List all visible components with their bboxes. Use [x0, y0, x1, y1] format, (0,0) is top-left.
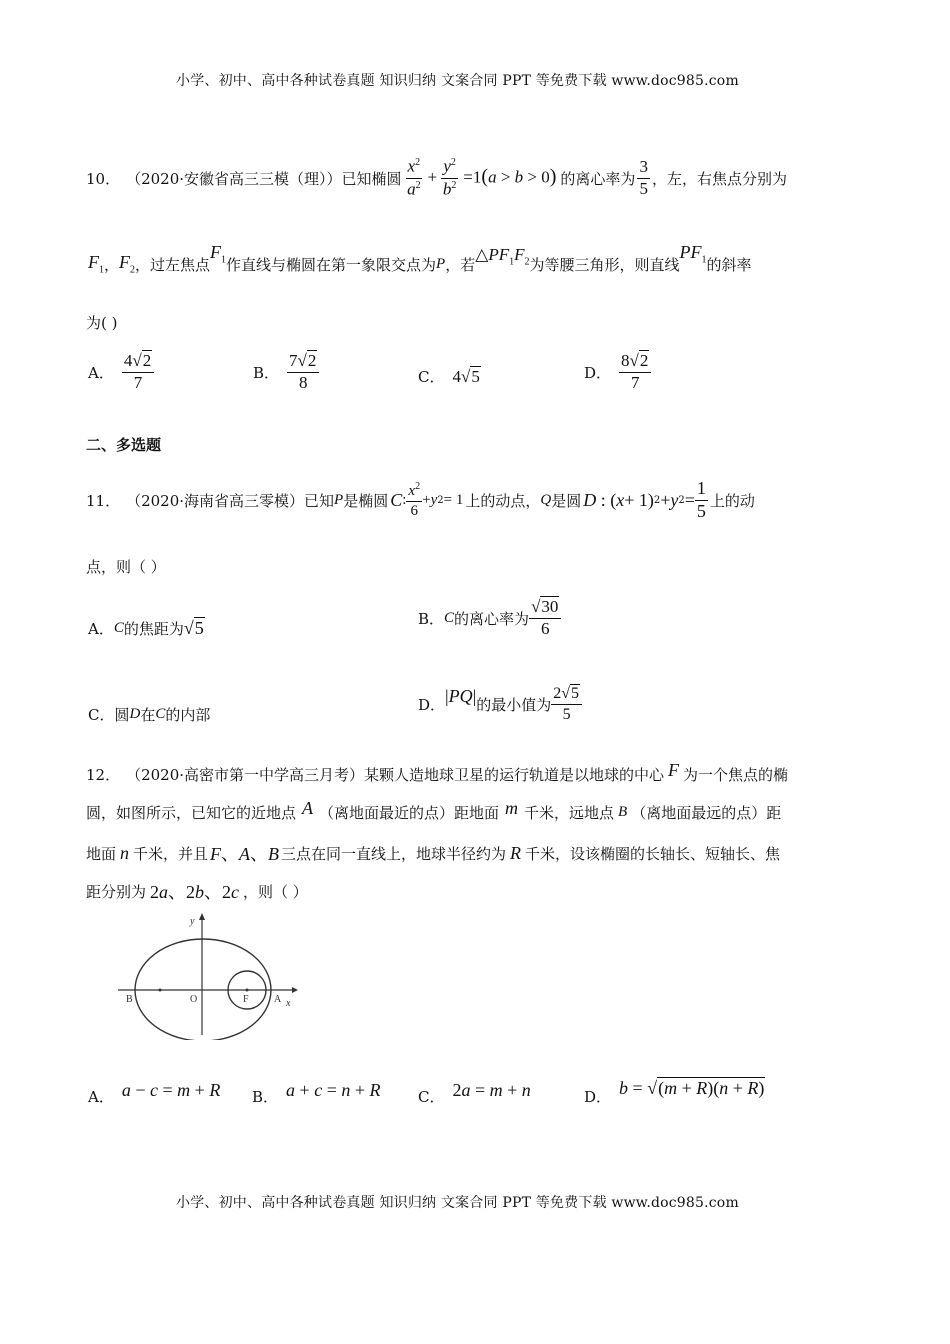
option-10-c[interactable]: [418, 366, 481, 387]
text-moving-point: 上的动点，: [465, 491, 541, 510]
question-number: 12．: [86, 766, 121, 784]
option-11-a[interactable]: A． C 的焦距为 √5: [88, 618, 204, 638]
eccentricity-value: $\frac{3}{5}$: [639, 156, 648, 198]
point-marker: [159, 989, 162, 992]
ellipse-c-equation: C : $\frac{x^2}{6}$ + y 2 = 1: [390, 481, 464, 519]
page-footer: 小学、初中、高中各种试卷真题 知识归纳 文案合同 PPT 等免费下载 www.doc985.com: [176, 1195, 739, 1211]
question-text: 千米，并且: [133, 844, 209, 863]
circle-d-equation: D : ( x + 1) 2 + y 2 = $\frac{1}{5}$: [583, 477, 706, 521]
question-10-line2: $F_1$ ， $F_2$ ，过左焦点 $F_1$ 作直线与椭圆在第一象限交点为 P ，若 $\triangle PF_1F_2$ 为等腰三角形，则直线 $PF_1$ 的斜率: [88, 242, 752, 276]
question-text: （2020·高密市第一中学高三月考）某颗人造地球卫星的运行轨道是以地球的中心: [126, 766, 665, 784]
question-12-line3: 地面 n 千米，并且 F、A、B 三点在同一直线上，地球半径约为 R 千米，设该椭圈的长轴长、短轴长、焦: [86, 842, 781, 864]
triangle-pf1f2: $\triangle PF_1F_2$: [475, 244, 530, 268]
question-text: 千米，远地点: [524, 804, 615, 822]
option-label: D．: [418, 695, 446, 714]
text-left-focus: ，过左焦点: [135, 255, 211, 274]
text-if: ，若: [445, 255, 476, 274]
question-10-line3: 为( ): [86, 314, 118, 332]
option-text: 的焦距为: [123, 620, 184, 638]
option-label: C．: [418, 1088, 445, 1106]
x-axis-arrow: [292, 987, 298, 993]
option-label: A．: [88, 620, 114, 638]
option-value: $\frac{7√2}{8}$: [287, 352, 319, 392]
question-text: 距分别为: [86, 882, 147, 901]
text-is-circle: 是圆: [551, 491, 582, 510]
question-text: （离地面最近的点）距地面: [319, 804, 500, 822]
option-text: 在: [140, 706, 156, 724]
option-12-c[interactable]: C． 2a = m + n: [418, 1080, 531, 1106]
text-foci: ，左，右焦点分别为: [651, 169, 787, 188]
text-slope: 的斜率: [706, 255, 752, 274]
label-b: B: [126, 994, 133, 1005]
text-isosceles: 为等腰三角形，则直线: [529, 255, 680, 274]
option-label: C．圆: [88, 706, 130, 724]
symbol-f2: $F_2$: [119, 252, 136, 276]
section-title: 二、多选题: [86, 436, 162, 454]
option-text: 的离心率为: [454, 609, 530, 628]
option-11-c[interactable]: C．圆 D 在 C 的内部: [88, 706, 211, 724]
question-11-line1: 11． （2020·海南省高三零模）已知 P 是椭圆 C : $\frac{x^2}{6}$ + y 2 = 1 上的动点， Q 是圆 D : ( x + 1) 2 + y 2 = $\frac{1}{5}$ 上的动: [86, 477, 755, 521]
option-label: B．: [252, 1088, 279, 1106]
option-label: D．: [584, 363, 612, 382]
label-y: y: [190, 916, 195, 927]
label-f: F: [243, 994, 249, 1005]
question-12-line1: 12． （2020·高密市第一中学高三月考）某颗人造地球卫星的运行轨道是以地球的中心 F 为一个焦点的椭: [86, 760, 789, 784]
option-10-d[interactable]: [584, 348, 651, 396]
question-source: （2020·安徽省高三三模（理））已知椭圆: [126, 169, 402, 188]
text-moving: 上的动: [709, 491, 755, 510]
option-label: B．: [253, 363, 280, 382]
option-text: 的最小值为: [476, 695, 552, 714]
symbol-f1: $F_1$: [88, 252, 104, 276]
text-on-ellipse: 是椭圆: [343, 491, 389, 510]
question-text: （离地面最远的点）距: [631, 804, 782, 822]
label-x: x: [286, 998, 291, 1009]
question-source: （2020·海南省高三零模）已知: [126, 491, 335, 510]
option-label: D．: [584, 1088, 612, 1106]
question-number: 10．: [86, 169, 121, 188]
option-12-b[interactable]: B． a + c = n + R: [252, 1080, 381, 1106]
question-12-line4: 距分别为 2a、2b、2c ，则（ ）: [86, 882, 308, 902]
option-12-d[interactable]: D． b = √(m + R)(n + R): [584, 1078, 765, 1106]
symbol-f1-b: $F_1$: [210, 242, 227, 266]
question-text: 千米，设该椭圈的长轴长、短轴长、焦: [525, 844, 781, 863]
question-text: 为一个焦点的椭: [683, 766, 789, 784]
label-a: A: [274, 994, 282, 1005]
option-value: 4√5: [452, 366, 480, 386]
question-12-line2: 圆，如图所示，已知它的近地点 A （离地面最近的点）距地面 m 千米，远地点 B （离地面最远的点）距: [86, 798, 782, 822]
option-12-a[interactable]: A． a − c = m + R: [88, 1080, 221, 1106]
satellite-orbit-figure: [110, 910, 300, 1040]
symbol-p: P: [436, 255, 446, 272]
option-label: A．: [88, 1088, 114, 1106]
question-text: 圆，如图所示，已知它的近地点: [86, 804, 297, 822]
question-text: ，则（ ）: [243, 882, 308, 901]
page-header: 小学、初中、高中各种试卷真题 知识归纳 文案合同 PPT 等免费下载 www.doc985.com: [176, 73, 739, 89]
question-text: 三点在同一直线上，地球半径约为: [281, 844, 507, 863]
option-label: B．: [418, 609, 445, 628]
ellipse-equation: $\frac{x^2}{a^2}$ + $\frac{y^2}{b^2}$ =1(a > b > 0): [407, 156, 557, 199]
question-10-line1: [86, 150, 787, 206]
option-10-a[interactable]: [88, 348, 154, 396]
option-label: A．: [88, 363, 114, 382]
question-number: 11．: [86, 491, 121, 510]
option-text-2: 的内部: [165, 706, 211, 724]
option-10-b[interactable]: [253, 348, 319, 396]
option-11-d[interactable]: D． |PQ| 的最小值为 $\frac{2√5}{5}$: [418, 678, 582, 730]
text-eccentricity: 的离心率为: [560, 169, 636, 188]
question-11-line2: 点，则（ ）: [86, 558, 166, 576]
option-label: C．: [418, 368, 445, 386]
question-text: 地面: [86, 844, 117, 863]
option-11-b[interactable]: B． C 的离心率为 $\frac{√30}{6}$: [418, 592, 561, 644]
line-pf1: $PF_1$: [679, 242, 707, 266]
label-o: O: [190, 994, 198, 1005]
option-value: $\frac{8√2}{7}$: [619, 352, 651, 392]
option-value: $\frac{4√2}{7}$: [122, 352, 154, 392]
y-axis-arrow: [199, 913, 205, 920]
focus-point: [246, 989, 249, 992]
text-intersect: 作直线与椭圆在第一象限交点为: [226, 255, 437, 274]
